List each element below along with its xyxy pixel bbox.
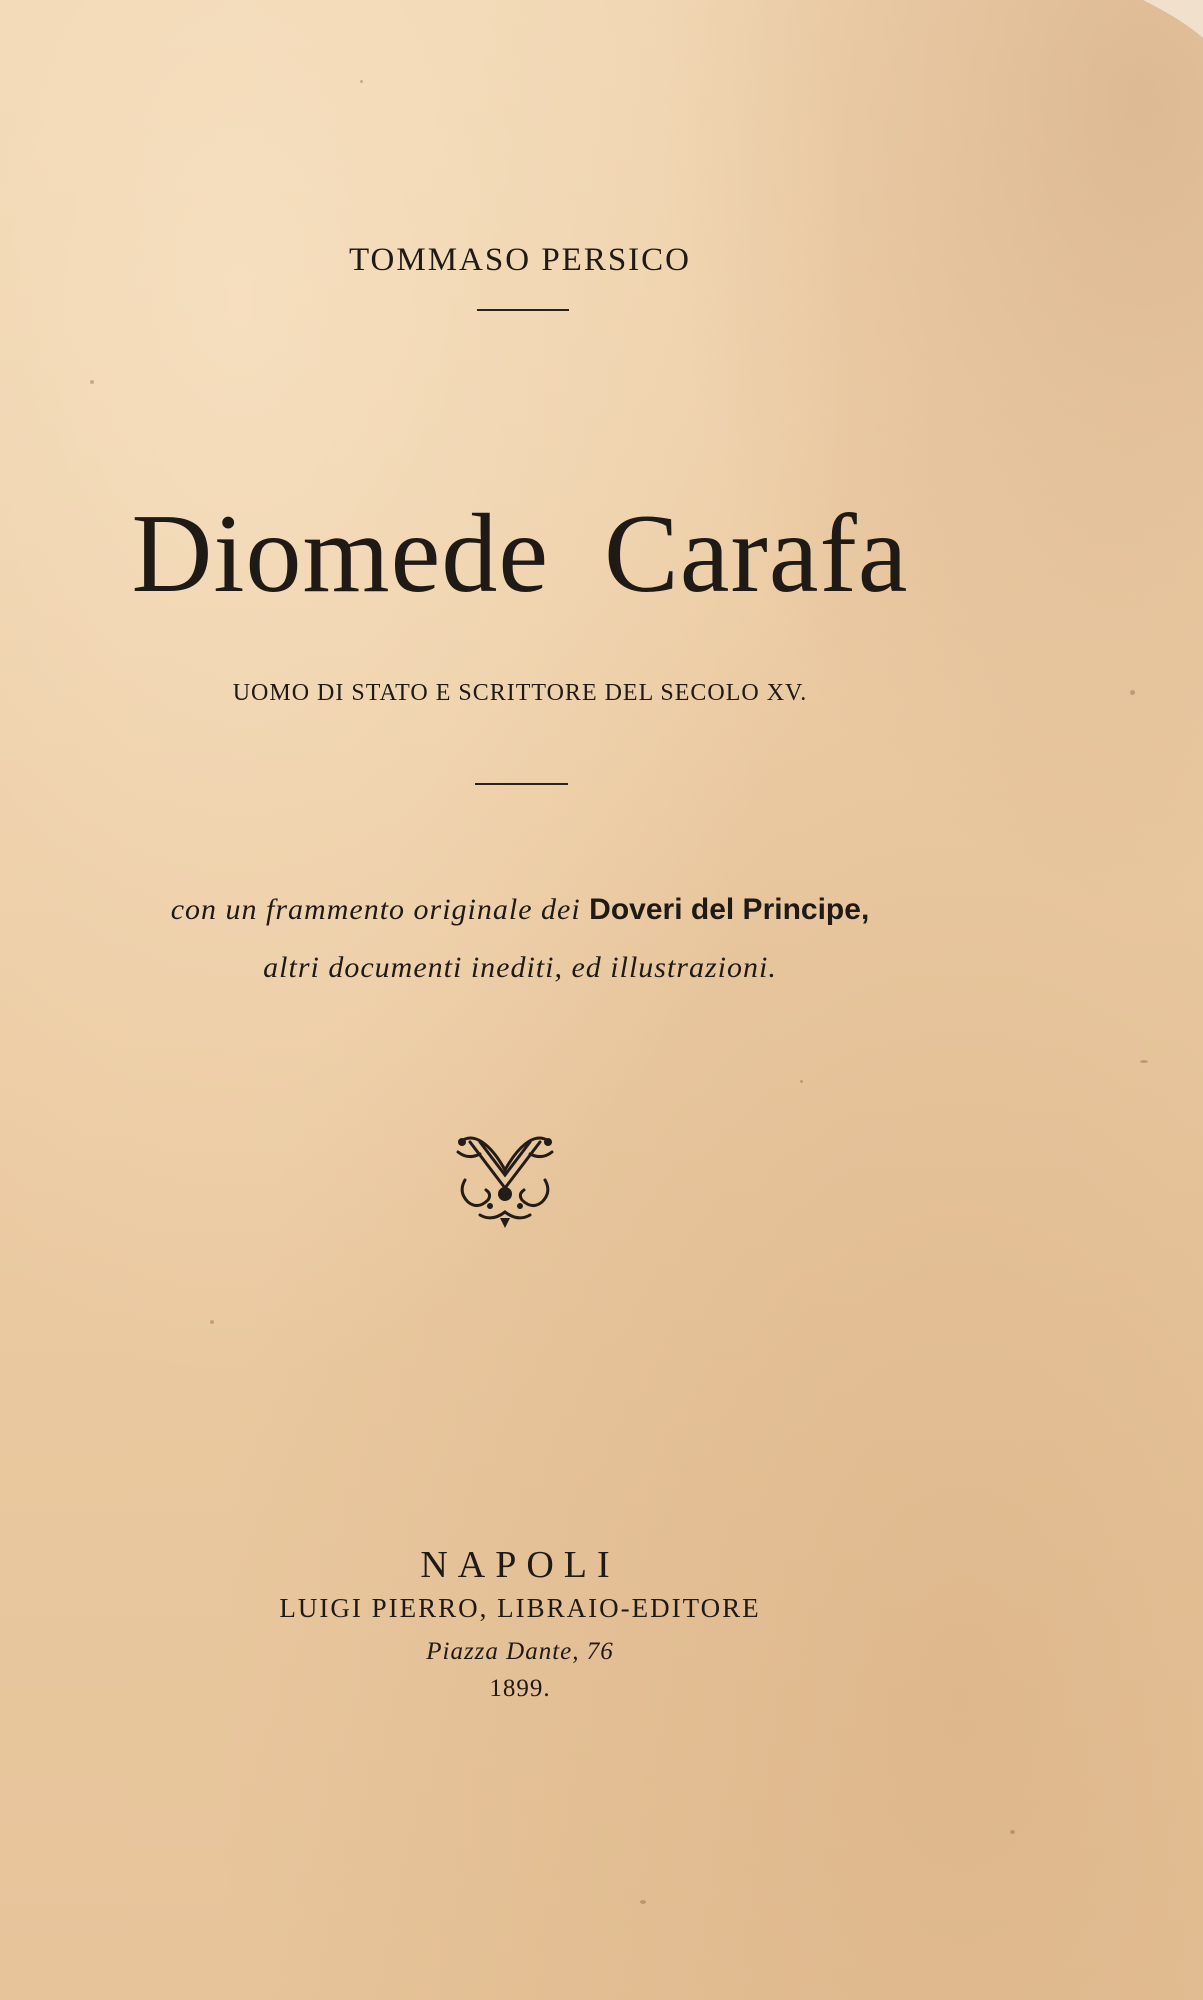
publisher-address: Piazza Dante, 76 [426,1638,614,1665]
paper-speck [800,1080,803,1083]
divider-rule [477,309,569,311]
publication-year: 1899. [489,1675,551,1702]
publisher-name: LUIGI PIERRO, LIBRAIO-EDITORE [279,1593,761,1623]
description-line-1 [0,893,1040,927]
publication-city: NAPOLI [420,1544,620,1586]
paper-speck [1140,1060,1148,1063]
paper-speck [1010,1830,1015,1834]
description-comma: , [860,893,870,926]
paper-speck [360,80,363,83]
author-name: TOMMASO PERSICO [348,242,692,278]
description-bold-title: Doveri del Principe [589,893,861,926]
description-prefix: con un frammento originale dei [170,893,581,926]
paper-speck [210,1320,214,1324]
paper-speck [640,1900,646,1904]
torn-corner [1143,0,1203,40]
book-subtitle: UOMO DI STATO E SCRITTORE DEL SECOLO XV. [232,680,808,706]
description-line-2: altri documenti inediti, ed illustrazioni. [263,951,777,984]
printer-fleuron-icon [450,1130,560,1230]
book-title: Diomede Carafa [131,492,909,616]
divider-rule [475,783,568,785]
paper-speck [90,380,94,384]
paper-speck [1130,690,1135,695]
